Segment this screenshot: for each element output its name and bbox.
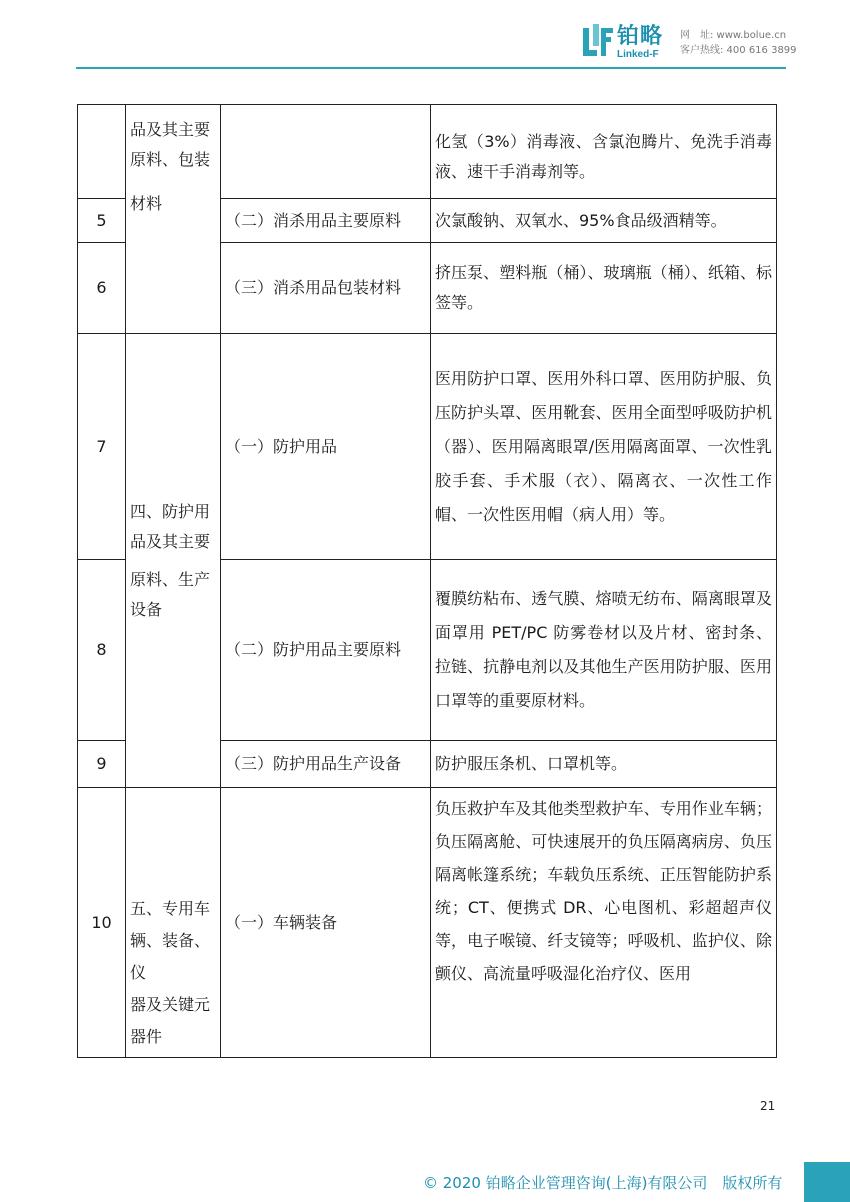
row-number: 6 [78, 243, 126, 334]
category-line: 器件 [130, 1027, 163, 1046]
description-cell: 化氢（3%）消毒液、含氯泡腾片、免洗手消毒液、速干手消毒剂等。 [431, 105, 777, 199]
category-cell [126, 105, 221, 334]
table-row [78, 788, 777, 1058]
description-cell: 挤压泵、塑料瓶（桶）、玻璃瓶（桶）、纸箱、标签等。 [431, 243, 777, 334]
category-line: 五、专用车 [130, 899, 211, 918]
company-logo [583, 24, 673, 60]
logo-mark-icon [583, 24, 613, 58]
description-cell: 防护服压条机、口罩机等。 [431, 741, 777, 788]
category-line: 器及关键元 [130, 995, 211, 1014]
subcategory-cell: （三）防护用品生产设备 [221, 741, 431, 788]
contact-info [680, 28, 797, 58]
header-divider [76, 67, 786, 69]
category-line: 原料、包装 [130, 150, 211, 169]
page-number: 21 [760, 1099, 776, 1113]
copyright-text: © 2020 铂略企业管理咨询(上海)有限公司 版权所有 [423, 1174, 783, 1192]
description-cell: 医用防护口罩、医用外科口罩、医用防护服、负压防护头罩、医用靴套、医用全面型呼吸防护机（器）、医用隔离眼罩/医用隔离面罩、一次性乳胶手套、手术服（衣）、隔离衣、一次性工作帽、一次性医用帽（病人用）等。 [431, 334, 777, 560]
subcategory-cell: （二）消杀用品主要原料 [221, 199, 431, 243]
category-line: 四、防护用 [130, 501, 211, 521]
row-number: 5 [78, 199, 126, 243]
subcategory-cell: （三）消杀用品包装材料 [221, 243, 431, 334]
category-line: 品及其主要 [130, 531, 211, 551]
website-text: 网 址: www.bolue.cn [680, 30, 787, 41]
category-cell [126, 788, 221, 1058]
subcategory-cell: （一）车辆装备 [221, 788, 431, 1058]
logo-text-en: Linked-F [617, 49, 659, 60]
category-line: 品及其主要 [130, 120, 211, 139]
subcategory-cell [221, 105, 431, 199]
subcategory-cell: （二）防护用品主要原料 [221, 560, 431, 741]
row-number: 7 [78, 334, 126, 560]
row-number: 10 [78, 788, 126, 1058]
footer-accent-block [804, 1162, 850, 1202]
category-line: 材料 [130, 194, 163, 213]
description-cell: 负压救护车及其他类型救护车、专用作业车辆；负压隔离舱、可快速展开的负压隔离病房、负压隔离帐篷系统；车载负压系统、正压智能防护系统；CT、便携式 DR、心电图机、彩超超声仪等，电子喉镜、纤支镜等；呼吸机、监护仪、除颤仪、高流量呼吸湿化治疗仪、医用 [431, 788, 777, 1058]
row-number [78, 105, 126, 199]
row-number: 8 [78, 560, 126, 741]
subcategory-cell: （一）防护用品 [221, 334, 431, 560]
description-cell: 次氯酸钠、双氧水、95%食品级酒精等。 [431, 199, 777, 243]
catalog-table [77, 104, 777, 1058]
table-row [78, 105, 777, 199]
category-line: 设备 [130, 599, 163, 619]
category-cell [126, 334, 221, 788]
category-line: 辆、装备、仪 [130, 931, 211, 982]
hotline-text: 客户热线: 400 616 3899 [680, 45, 797, 56]
description-cell: 覆膜纺粘布、透气膜、熔喷无纺布、隔离眼罩及面罩用 PET/PC 防雾卷材以及片材、密封条、拉链、抗静电剂以及其他生产医用防护服、医用口罩等的重要原材料。 [431, 560, 777, 741]
table-row [78, 334, 777, 560]
row-number: 9 [78, 741, 126, 788]
category-line: 原料、生产 [130, 569, 211, 589]
logo-text-cn: 铂略 [617, 24, 664, 49]
